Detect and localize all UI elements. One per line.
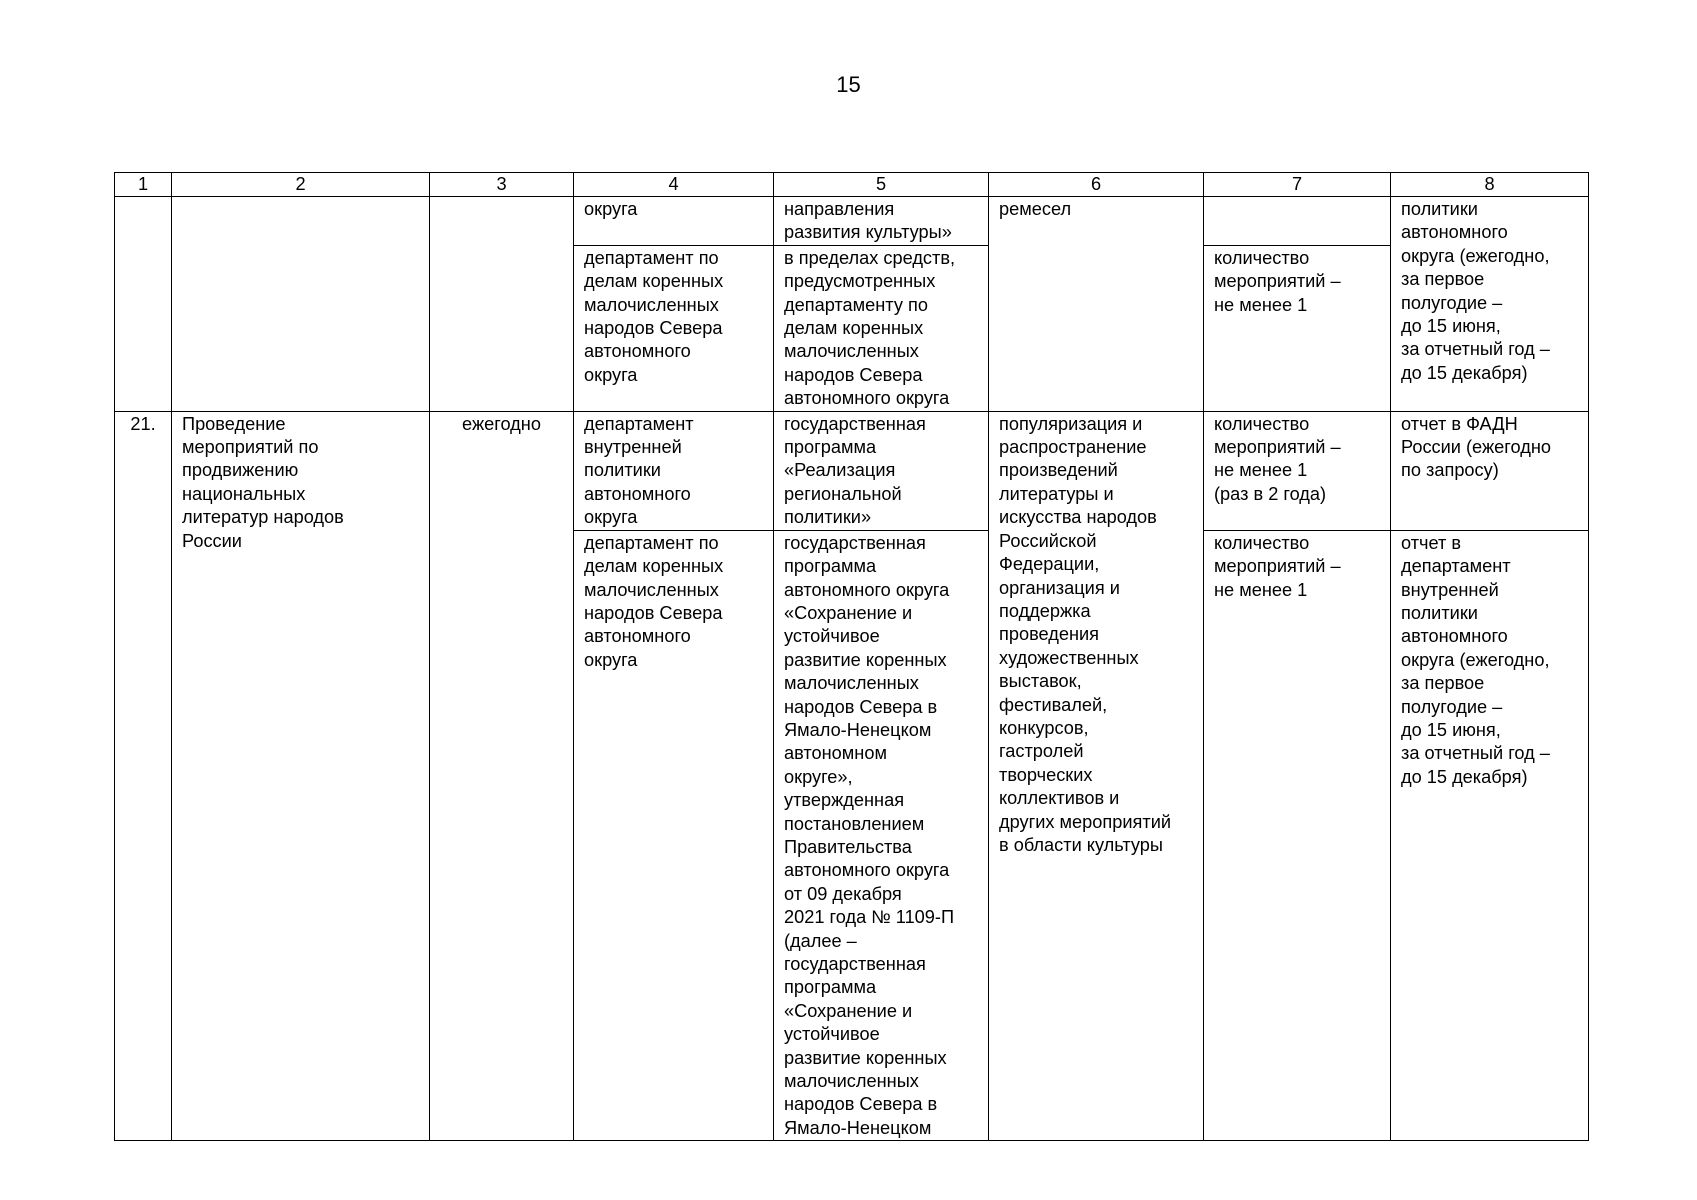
row-21-source-2: государственная программа автономного округа «Сохранение и устойчивое развитие коренных малочисленных народов Севера в Ямало-Ненецком автономном округе», утвержденная постановлением Правительства автономного округа от 09 декабря 2021 года № 1109-П (далее – государственная программа «Сохранение и устойчивое развитие коренных малочисленных народов Севера в Ямало-Ненецком xyxy=(774,530,989,1141)
column-number-7: 7 xyxy=(1204,173,1391,197)
row-21-executor-2: департамент по делам коренных малочисленных народов Севера автономного округа xyxy=(574,530,774,1141)
column-number-row xyxy=(115,173,1589,197)
continuation-source-2: в пределах средств, предусмотренных департаменту по делам коренных малочисленных народов Севера автономного округа xyxy=(774,245,989,411)
row-21-indicator-2: количество мероприятий – не менее 1 xyxy=(1204,530,1391,1141)
continuation-source-1: направления развития культуры» xyxy=(774,197,989,246)
row-21-a xyxy=(115,411,1589,530)
row-21-indicator-1: количество мероприятий – не менее 1 (раз в 2 года) xyxy=(1204,411,1391,530)
continuation-number-cell xyxy=(115,197,172,412)
continuation-indicator-2: количество мероприятий – не менее 1 xyxy=(1204,245,1391,411)
plan-table xyxy=(114,172,1589,1141)
continuation-executor-1: округа xyxy=(574,197,774,246)
column-number-4: 4 xyxy=(574,173,774,197)
continuation-row-a xyxy=(115,197,1589,246)
column-number-2: 2 xyxy=(172,173,430,197)
row-21-number: 21. xyxy=(115,411,172,1141)
row-21-executor-1: департамент внутренней политики автономного округа xyxy=(574,411,774,530)
column-number-3: 3 xyxy=(430,173,574,197)
column-number-8: 8 xyxy=(1391,173,1589,197)
continuation-executor-2: департамент по делам коренных малочисленных народов Севера автономного округа xyxy=(574,245,774,411)
continuation-report: политики автономного округа (ежегодно, за первое полугодие – до 15 июня, за отчетный год – до 15 декабря) xyxy=(1391,197,1589,412)
row-21-source-1: государственная программа «Реализация региональной политики» xyxy=(774,411,989,530)
continuation-name-cell xyxy=(172,197,430,412)
column-number-5: 5 xyxy=(774,173,989,197)
row-21-period: ежегодно xyxy=(430,411,574,1141)
row-21-report-2: отчет в департамент внутренней политики автономного округа (ежегодно, за первое полугодие – до 15 июня, за отчетный год – до 15 декабря) xyxy=(1391,530,1589,1141)
column-number-6: 6 xyxy=(989,173,1204,197)
continuation-indicator-1 xyxy=(1204,197,1391,246)
column-number-1: 1 xyxy=(115,173,172,197)
continuation-period-cell xyxy=(430,197,574,412)
row-21-name: Проведение мероприятий по продвижению национальных литератур народов России xyxy=(172,411,430,1141)
row-21-report-1: отчет в ФАДН России (ежегодно по запросу) xyxy=(1391,411,1589,530)
row-21-result: популяризация и распространение произведений литературы и искусства народов Российской Федерации, организация и поддержка проведения художественных выставок, фестивалей, конкурсов, гастролей творческих коллективов и других мероприятий в области культуры xyxy=(989,411,1204,1141)
page-number: 15 xyxy=(836,72,861,97)
continuation-result: ремесел xyxy=(989,197,1204,412)
